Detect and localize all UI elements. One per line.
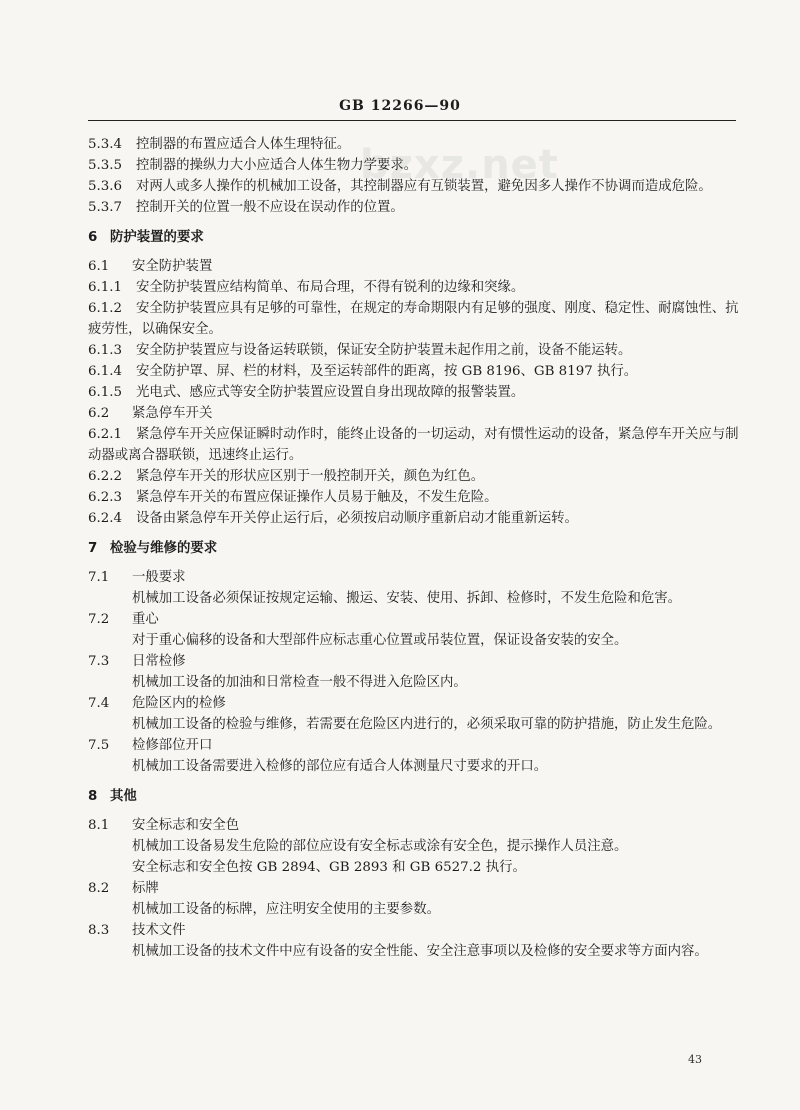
watermark: bzxz.net — [360, 142, 559, 188]
subsection-8-2-heading — [88, 878, 742, 899]
subsection-title: 危险区内的检修 — [132, 696, 226, 711]
clause-text: 设备由紧急停车开关停止运行后，必须按启动顺序重新启动才能重新运转。 — [136, 511, 578, 526]
clause-6-1-1 — [88, 277, 742, 298]
subsection-7-2-text: 对于重心偏移的设备和大型部件应标志重心位置或吊装位置，保证设备安装的安全。 — [132, 633, 628, 648]
document-body — [88, 134, 742, 962]
clause-5-3-6 — [88, 176, 742, 197]
clause-number: 5.3.4 — [88, 137, 123, 152]
subsection-7-5-heading — [88, 735, 742, 756]
subsection-8-1-text-2: 安全标志和安全色按 GB 2894、GB 2893 和 GB 6527.2 执行。 — [132, 860, 526, 875]
clause-text: 安全防护罩、屏、栏的材料，及至运转部件的距离，按 GB 8196、GB 8197 执行。 — [136, 364, 638, 379]
clause-number: 6.1.4 — [88, 364, 123, 379]
subsection-6-1-heading — [88, 256, 742, 277]
subsection-7-5-text: 机械加工设备需要进入检修的部位应有适合人体测量尺寸要求的开口。 — [132, 759, 548, 774]
section-title: 防护装置的要求 — [110, 230, 204, 245]
clause-text: 安全防护装置应具有足够的可靠性，在规定的寿命期限内有足够的强度、刚度、稳定性、耐腐蚀性、抗疲劳性，以确保安全。 — [88, 301, 739, 337]
clause-6-1-2 — [88, 298, 742, 340]
subsection-7-1-heading — [88, 567, 742, 588]
header-rule — [88, 120, 736, 121]
section-number: 8 — [88, 789, 98, 804]
subsection-number: 7.1 — [88, 570, 110, 585]
subsection-title: 紧急停车开关 — [132, 406, 213, 421]
subsection-7-2-heading — [88, 609, 742, 630]
clause-5-3-5 — [88, 155, 742, 176]
clause-number: 6.1.1 — [88, 280, 123, 295]
clause-text: 控制器的操纵力大小应适合人体生物力学要求。 — [136, 158, 418, 173]
clause-6-1-3 — [88, 340, 742, 361]
subsection-title: 日常检修 — [132, 654, 186, 669]
subsection-title: 标牌 — [132, 881, 159, 896]
clause-text: 控制开关的位置一般不应设在误动作的位置。 — [136, 200, 404, 215]
subsection-number: 7.4 — [88, 696, 110, 711]
clause-number: 6.1.3 — [88, 343, 123, 358]
section-number: 7 — [88, 541, 98, 556]
standard-code-header: GB 12266—90 — [339, 98, 461, 114]
clause-6-2-1 — [88, 424, 742, 466]
subsection-title: 重心 — [132, 612, 159, 627]
clause-text: 安全防护装置应结构简单、布局合理，不得有锐利的边缘和突缘。 — [136, 280, 525, 295]
clause-text: 紧急停车开关的布置应保证操作人员易于触及，不发生危险。 — [136, 490, 498, 505]
clause-5-3-7 — [88, 197, 742, 218]
clause-text: 控制器的布置应适合人体生理特征。 — [136, 137, 351, 152]
clause-number: 5.3.6 — [88, 179, 123, 194]
subsection-7-4-heading — [88, 693, 742, 714]
subsection-7-1-text: 机械加工设备必须保证按规定运输、搬运、安装、使用、拆卸、检修时，不发生危险和危害。 — [132, 591, 682, 606]
subsection-6-2-heading — [88, 403, 742, 424]
clause-6-2-3 — [88, 487, 742, 508]
clause-number: 6.1.5 — [88, 385, 123, 400]
clause-number: 5.3.7 — [88, 200, 123, 215]
clause-6-2-2 — [88, 466, 742, 487]
subsection-7-3-heading — [88, 651, 742, 672]
subsection-number: 8.1 — [88, 818, 110, 833]
section-8-heading — [88, 786, 742, 807]
subsection-title: 一般要求 — [132, 570, 186, 585]
clause-number: 5.3.5 — [88, 158, 123, 173]
section-number: 6 — [88, 230, 98, 245]
clause-text: 紧急停车开关应保证瞬时动作时，能终止设备的一切运动，对有惯性运动的设备，紧急停车开关应与制动器或离合器联锁，迅速终止运行。 — [88, 427, 739, 463]
clause-text: 紧急停车开关的形状应区别于一般控制开关，颜色为红色。 — [136, 469, 485, 484]
section-title: 检验与维修的要求 — [110, 541, 218, 556]
subsection-7-3-text: 机械加工设备的加油和日常检查一般不得进入危险区内。 — [132, 675, 467, 690]
subsection-title: 技术文件 — [132, 923, 186, 938]
subsection-8-3-heading — [88, 920, 742, 941]
subsection-title: 安全防护装置 — [132, 259, 213, 274]
section-6-heading — [88, 227, 742, 248]
subsection-number: 7.2 — [88, 612, 110, 627]
subsection-8-1-heading — [88, 815, 742, 836]
clause-number: 6.2.2 — [88, 469, 123, 484]
clause-6-2-4 — [88, 508, 742, 529]
section-title: 其他 — [110, 789, 137, 804]
subsection-number: 8.2 — [88, 881, 110, 896]
clause-number: 6.2.4 — [88, 511, 123, 526]
subsection-number: 7.3 — [88, 654, 110, 669]
clause-number: 6.2.1 — [88, 427, 123, 442]
subsection-number: 7.5 — [88, 738, 110, 753]
section-7-heading — [88, 538, 742, 559]
clause-text: 对两人或多人操作的机械加工设备，其控制器应有互锁装置，避免因多人操作不协调而造成危险。 — [136, 179, 712, 194]
subsection-8-2-text: 机械加工设备的标牌，应注明安全使用的主要参数。 — [132, 902, 440, 917]
subsection-title: 检修部位开口 — [132, 738, 213, 753]
page-number: 43 — [688, 1053, 702, 1066]
clause-text: 安全防护装置应与设备运转联锁，保证安全防护装置未起作用之前，设备不能运转。 — [136, 343, 632, 358]
clause-6-1-4 — [88, 361, 742, 382]
subsection-7-4-text: 机械加工设备的检验与维修，若需要在危险区内进行的，必须采取可靠的防护措施，防止发生危险。 — [132, 717, 722, 732]
subsection-number: 8.3 — [88, 923, 110, 938]
subsection-title: 安全标志和安全色 — [132, 818, 240, 833]
clause-number: 6.1.2 — [88, 301, 123, 316]
clause-5-3-4 — [88, 134, 742, 155]
subsection-number: 6.1 — [88, 259, 110, 274]
clause-number: 6.2.3 — [88, 490, 123, 505]
clause-text: 光电式、感应式等安全防护装置应设置自身出现故障的报警装置。 — [136, 385, 525, 400]
subsection-8-3-text: 机械加工设备的技术文件中应有设备的安全性能、安全注意事项以及检修的安全要求等方面内容。 — [132, 944, 708, 959]
subsection-8-1-text-1: 机械加工设备易发生危险的部位应设有安全标志或涂有安全色，提示操作人员注意。 — [132, 839, 628, 854]
subsection-number: 6.2 — [88, 406, 110, 421]
clause-6-1-5 — [88, 382, 742, 403]
